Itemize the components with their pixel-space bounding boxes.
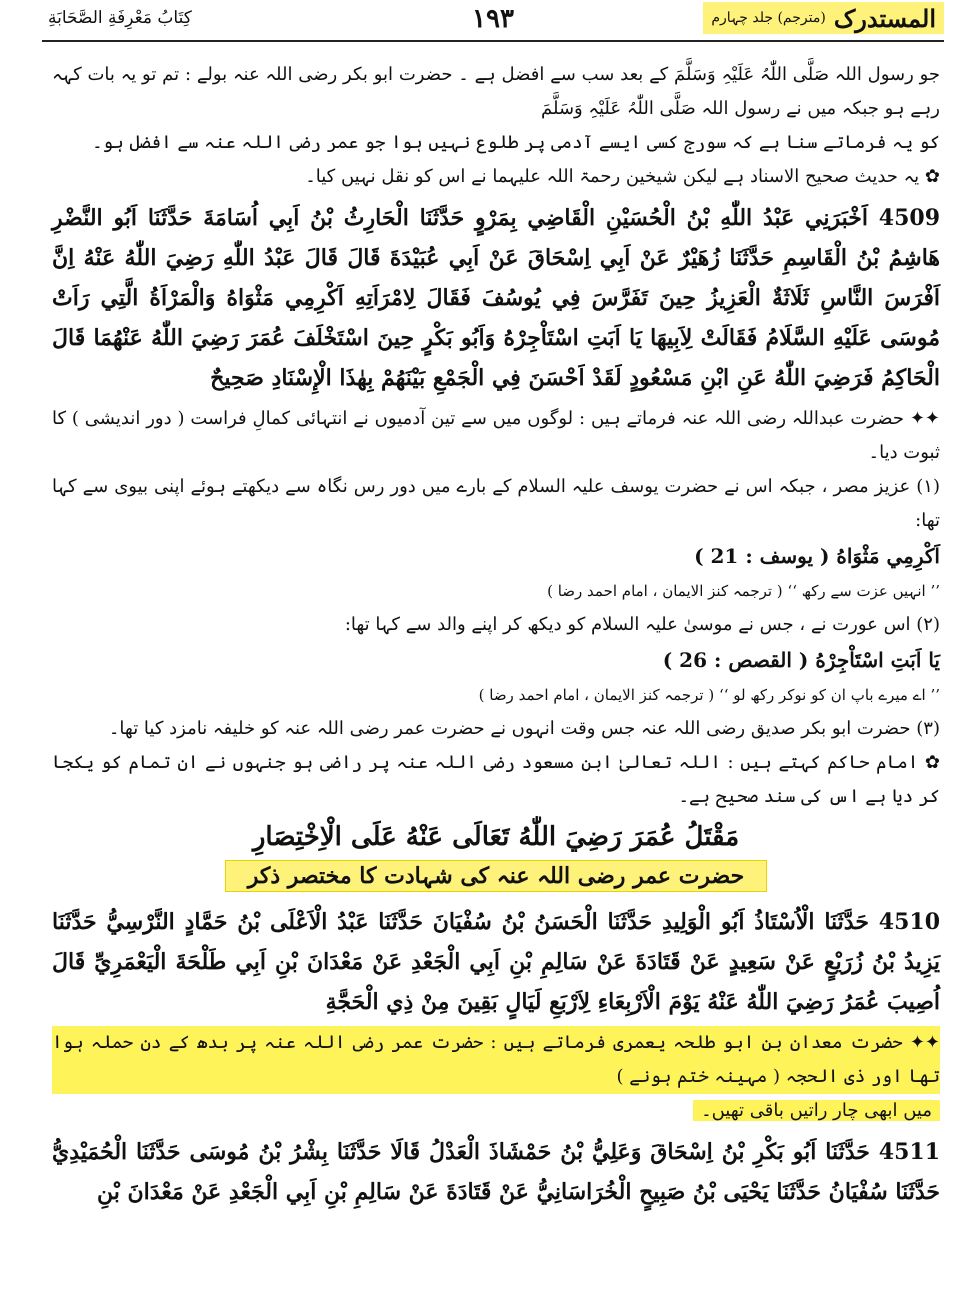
hadith-arabic-4509: 4509 اَخْبَرَنِي عَبْدُ اللّٰهِ بْنُ الْحُسَيْنِ الْقَاضِي بِمَرْوٍ حَدَّثَنَا الْحَارِثُ بْنُ اَبِي اُسَامَةَ حَدَّثَنَا اَبُو النَّضْرِ هَاشِمُ بْنُ الْقَاسِمِ حَدَّثَنَا زُهَيْرٌ عَنْ اَبِي اِسْحَاقَ عَنْ اَبِي عُبَيْدَةَ قَالَ قَالَ عَبْدُ اللّٰهِ رَضِيَ اللّٰهُ عَنْهُ اِنَّ اَفْرَسَ النَّاسِ ثَلَاثَةٌ الْعَزِيزُ حِينَ تَفَرَّسَ فِي يُوسُفَ فَقَالَ لِامْرَاَتِهِ اَكْرِمِي مَثْوَاهُ وَالْمَرْاَةُ الَّتِي رَاَتْ مُوسَى عَلَيْهِ السَّلَامُ فَقَالَتْ لِاَبِيهَا يَا اَبَتِ اسْتَاْجِرْهُ وَاَبُو بَكْرٍ حِينَ اسْتَخْلَفَ عُمَرَ رَضِيَ اللّٰهُ عَنْهُمَا قَالَ الْحَاكِمُ فَرَضِيَ اللّٰهُ عَنِ ابْنِ مَسْعُودٍ لَقَدْ اَحْسَنَ فِي الْجَمْعِ بَيْنَهُمْ بِهٰذَا الْإِسْنَادِ صَحِيحٌ [52,205,940,391]
chapter-title: كِتَابُ مَعْرِفَةِ الصَّحَابَةِ [48,8,192,28]
urdu-line: جو رسول اللہ صَلَّی اللّٰہُ عَلَیْہِ وَسَلَّمَ کے بعد سب سے افضل ہے ۔ حضرت ابو بکر رضی اللہ عنہ بولے : تم تو یہ بات کہہ رہے ہو جبکہ میں نے رسول اللہ صَلَّی اللّٰہُ عَلَیْہِ وَسَلَّمَ [52,64,940,119]
quran-translation-2: ’’ اے میرے باپ ان کو نوکر رکھ لو ‘‘ ( ترجمہ کنز الایمان ، امام احمد رضا ) [478,686,940,704]
translation-point-3: (۳) حضرت ابو بکر صدیق رضی اللہ عنہ جس وقت انہوں نے حضرت عمر رضی اللہ عنہ کو خلیفہ نامزد کیا تھا۔ [108,718,940,739]
section-heading-arabic: مَقْتَلُ عُمَرَ رَضِيَ اللّٰهُ تَعَالَى عَنْهُ عَلَى الْاِخْتِصَارِ [252,822,740,852]
hadith-arabic-4510: 4510 حَدَّثَنَا الْاُسْتَاذُ اَبُو الْوَلِيدِ حَدَّثَنَا الْحَسَنُ بْنُ سُفْيَانَ حَدَّثَنَا عَبْدُ الْاَعْلَى بْنُ حَمَّادٍ النَّرْسِيُّ حَدَّثَنَا يَزِيدُ بْنُ زُرَيْعٍ عَنْ سَعِيدٍ عَنْ قَتَادَةَ عَنْ سَالِمِ بْنِ اَبِي الْجَعْدِ عَنْ مَعْدَانَ بْنِ اَبِي طَلْحَةَ الْيَعْمَرِيِّ قَالَ اُصِيبَ عُمَرُ رَضِيَ اللّٰهُ عَنْهُ يَوْمَ الْاَرْبِعَاءِ لِاَرْبَعِ لَيَالٍ بَقِينَ مِنْ ذِي الْحَجَّةِ [52,909,940,1015]
page-header [42,0,944,42]
urdu-line: کو یہ فرماتے سنا ہے کہ سورج کسی ایسے آدمی پر طلوع نہیں ہوا جو عمر رضی اللہ عنہ سے افضل ہو۔ [92,132,940,153]
grading-note: ✿ امام حاکم کہتے ہیں : اللہ تعالیٰ ابن مسعود رضی اللہ عنہ پر راضی ہو جنہوں نے ان تمام کو یکجا کر دیا ہے اس کی سند صحیح ہے۔ [52,752,940,807]
volume-note: (مترجم) جلد چہارم [711,10,826,26]
translation-4510-tail-row [52,1094,940,1128]
quran-translation-1: ’’ انہیں عزت سے رکھ ‘‘ ( ترجمہ کنز الایمان ، امام احمد رضا ) [547,582,940,600]
translation-4510-tail: میں ابھی چار راتیں باقی تھیں۔ [693,1100,940,1121]
section-heading-urdu: حضرت عمر رضی اللہ عنہ کی شہادت کا مختصر ذکر [225,860,768,892]
book-title: المستدرک [833,3,936,33]
hadith-arabic-4511: 4511 حَدَّثَنَا اَبُو بَكْرِ بْنُ اِسْحَاقَ وَعَلِيُّ بْنُ حَمْشَاذَ الْعَدْلُ قَالَا حَدَّثَنَا بِشْرُ بْنُ مُوسَى حَدَّثَنَا الْحُمَيْدِيُّ حَدَّثَنَا سُفْيَانُ حَدَّثَنَا يَحْيَى بْنُ صَبِيحٍ الْخُرَاسَانِيُّ عَنْ قَتَادَةَ عَنْ سَالِمِ بْنِ اَبِي الْجَعْدِ عَنْ مَعْدَانَ بْنِ [52,1139,940,1205]
translation-4509: ✦✦ حضرت عبداللہ رضی اللہ عنہ فرماتے ہیں : لوگوں میں سے تین آدمیوں نے انتہائی کمالِ فراست ( دور اندیشی ) کا ثبوت دیا۔ [52,408,940,463]
quran-quote-2: يَا اَبَتِ اسْتَاْجِرْهُ ( القصص : 26 ) [662,648,940,672]
page-body [52,58,940,1212]
translation-4510: ✦✦ حضرت معدان بن ابو طلحہ یعمری فرماتے ہیں : حضرت عمر رضی اللہ عنہ پر بدھ کے دن حملہ ہوا تھا اور ذی الحجہ ( مہینہ ختم ہونے ) [52,1026,940,1094]
page-number: ١٩٣ [472,4,514,34]
translation-point-1: (۱) عزیز مصر ، جبکہ اس نے حضرت یوسف علیہ السلام کے بارے میں دور رس نگاہ سے دیکھتے ہوئے اپنی بیوی سے کہا تھا: [52,476,940,531]
grading-note: ✿ یہ حدیث صحیح الاسناد ہے لیکن شیخین رحمۃ اللہ علیہما نے اس کو نقل نہیں کیا۔ [305,166,940,187]
quran-quote-1: اَكْرِمِي مَثْوَاهُ ( یوسف : 21 ) [694,544,940,568]
translation-point-2: (۲) اس عورت نے ، جس نے موسیٰ علیہ السلام کو دیکھ کر اپنے والد سے کہا تھا: [344,614,940,635]
